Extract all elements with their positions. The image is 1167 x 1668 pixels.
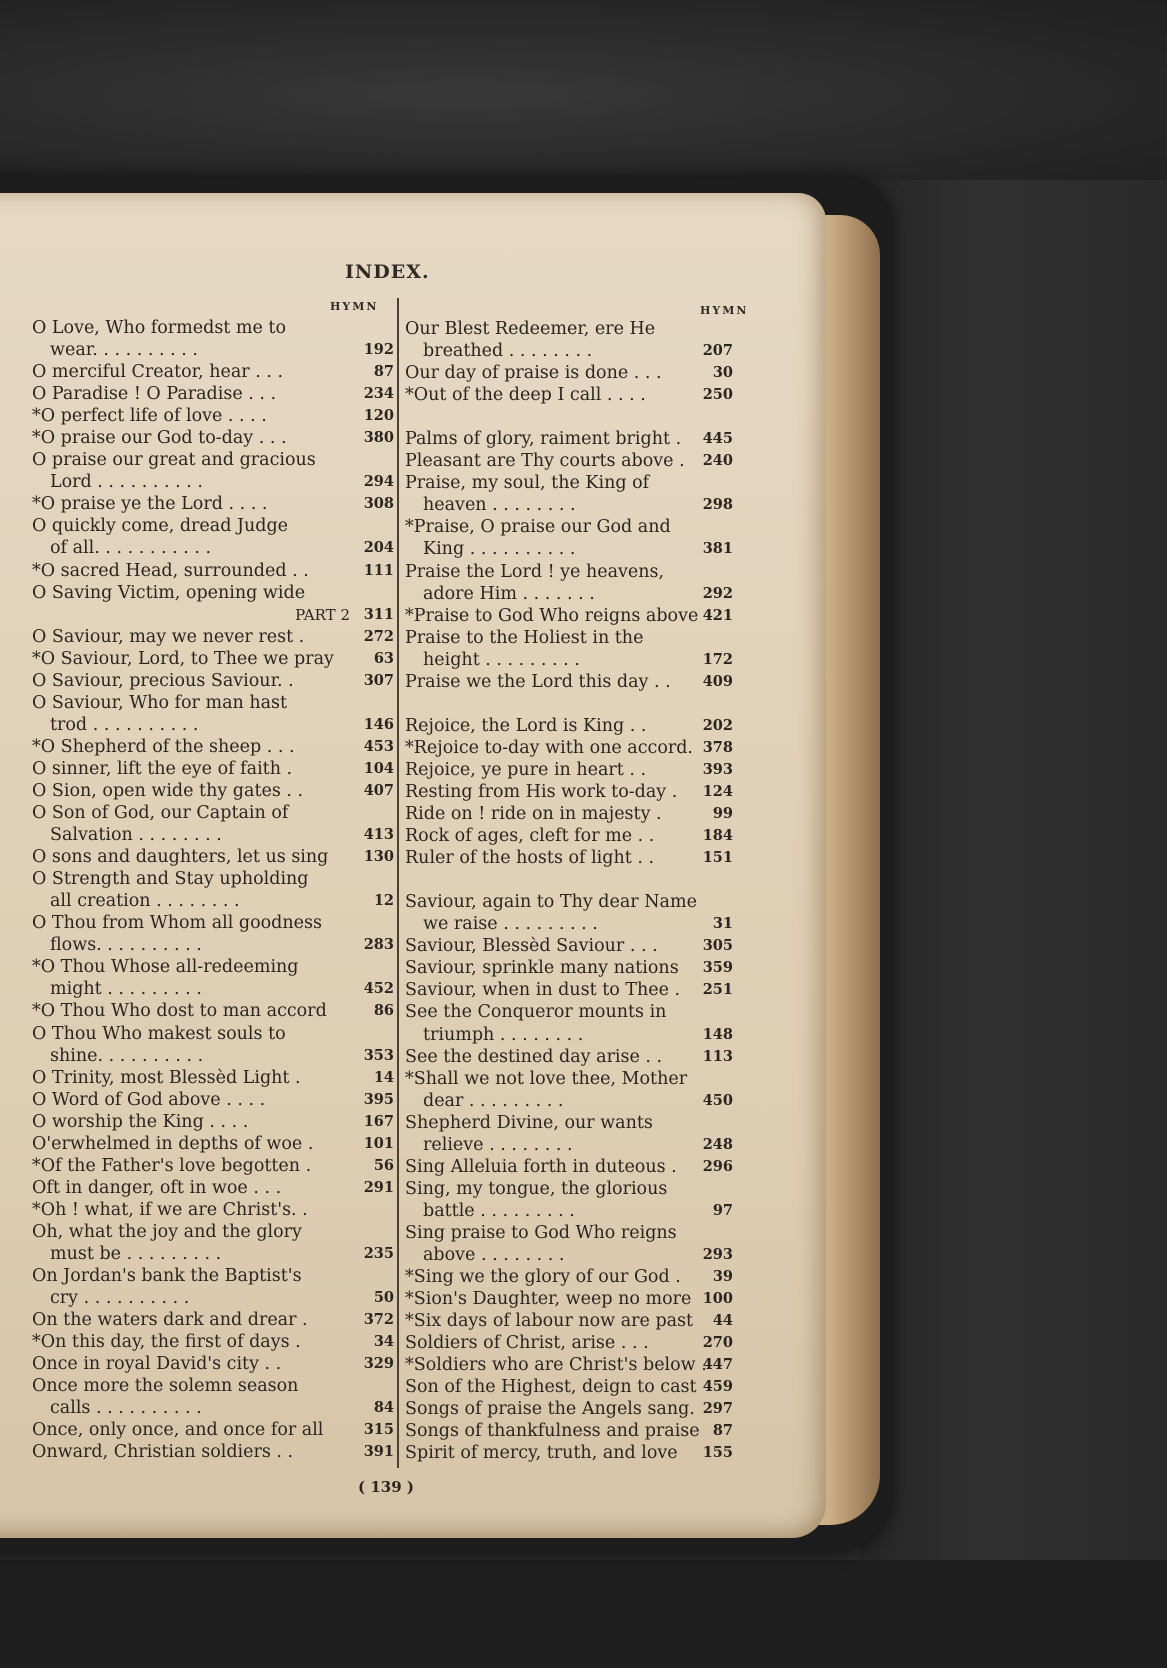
- index-entry: [32, 934, 392, 956]
- hymn-number: 14: [373, 1068, 394, 1086]
- column-divider: [397, 298, 399, 1468]
- index-entry: [32, 1419, 392, 1441]
- hymn-number: 311: [363, 605, 394, 623]
- hymn-title: *O praise ye the Lord . . . .: [32, 494, 268, 515]
- index-entry: [405, 318, 735, 340]
- hymn-title: O Trinity, most Blessèd Light .: [32, 1067, 301, 1088]
- index-entry: [32, 1089, 392, 1111]
- hymn-title: Sing praise to God Who reigns: [405, 1222, 677, 1243]
- index-entry: [32, 493, 392, 515]
- index-entry: [405, 1442, 735, 1464]
- hymn-number: 359: [702, 959, 733, 977]
- hymn-number: 248: [702, 1135, 733, 1153]
- index-entry: [32, 758, 392, 780]
- hymn-title: Once in royal David's city . .: [32, 1354, 282, 1375]
- index-entry: [32, 1067, 392, 1089]
- index-entry: [405, 1090, 735, 1112]
- hymn-title: O Saviour, may we never rest .: [32, 626, 305, 647]
- index-entry: [405, 1134, 735, 1156]
- background-right: [860, 180, 1167, 1668]
- index-entry: [405, 671, 735, 693]
- index-entry: [32, 648, 392, 670]
- hymn-number: 291: [363, 1178, 394, 1196]
- index-entry: [32, 824, 392, 846]
- index-entry: [405, 1310, 735, 1332]
- hymn-number: 34: [373, 1333, 394, 1351]
- hymn-number: 305: [702, 937, 733, 955]
- hymn-number: 450: [702, 1091, 733, 1109]
- hymn-title: Songs of praise the Angels sang.: [405, 1399, 695, 1420]
- hymn-number: 97: [712, 1201, 733, 1219]
- index-entry: [405, 649, 735, 671]
- hymn-title: height . . . . . . . . .: [423, 649, 580, 670]
- hymn-title: calls . . . . . . . . . .: [50, 1398, 202, 1419]
- hymn-title: Rock of ages, cleft for me . .: [405, 826, 655, 847]
- index-entry: [32, 427, 392, 449]
- hymn-title: Sing Alleluia forth in duteous .: [405, 1156, 677, 1177]
- hymn-title: Pleasant are Thy courts above .: [405, 451, 685, 472]
- hymn-title: Praise we the Lord this day . .: [405, 671, 671, 692]
- index-entry: [405, 538, 735, 560]
- hymn-title: Praise, my soul, the King of: [405, 473, 650, 494]
- hymn-title: *Shall we not love thee, Mother: [405, 1068, 688, 1089]
- index-entry: [405, 1420, 735, 1442]
- hymn-number: 308: [363, 495, 394, 513]
- hymn-number: 63: [373, 649, 394, 667]
- hymn-number: 50: [373, 1289, 394, 1307]
- hymn-title: *Praise to God Who reigns above: [405, 605, 699, 626]
- index-entry: [405, 362, 735, 384]
- hymn-title: heaven . . . . . . . .: [423, 495, 576, 516]
- hymn-title: O Sion, open wide thy gates . .: [32, 780, 304, 801]
- hymn-title: cry . . . . . . . . . .: [50, 1288, 190, 1309]
- index-entry: [405, 1332, 735, 1354]
- index-entry: [405, 1398, 735, 1420]
- index-entry: [405, 1354, 735, 1376]
- hymn-title: *Sing we the glory of our God .: [405, 1267, 681, 1288]
- hymn-title: Son of the Highest, deign to cast: [405, 1377, 697, 1398]
- index-entry: [405, 605, 735, 627]
- hymn-title: Once, only once, and once for all: [32, 1420, 324, 1441]
- page-number: ( 139 ): [358, 1478, 414, 1496]
- index-entry: [32, 405, 392, 427]
- hymn-title: of all. . . . . . . . . . .: [50, 538, 212, 559]
- index-entry: [405, 737, 735, 759]
- hymn-number: 39: [712, 1268, 733, 1286]
- hymn-title: O Strength and Stay upholding: [32, 869, 309, 890]
- hymn-title: See the destined day arise . .: [405, 1046, 663, 1067]
- index-entry: [405, 428, 735, 450]
- index-entry: [32, 471, 392, 493]
- hymn-title: *Sion's Daughter, weep no more: [405, 1289, 692, 1310]
- hymn-title: we raise . . . . . . . . .: [423, 914, 598, 935]
- hymn-number: 207: [702, 342, 733, 360]
- hymn-number: 380: [363, 429, 394, 447]
- index-entry: [32, 515, 392, 537]
- hymn-title: O Son of God, our Captain of: [32, 803, 289, 824]
- hymn-number: 395: [363, 1090, 394, 1108]
- index-section-gap: [405, 406, 735, 428]
- index-entry: [32, 1287, 392, 1309]
- hymn-title: wear. . . . . . . . . .: [50, 340, 198, 361]
- index-entry: [405, 913, 735, 935]
- index-entry: [405, 494, 735, 516]
- hymn-number: 270: [702, 1334, 733, 1352]
- index-entry: [405, 627, 735, 649]
- index-entry: [32, 1045, 392, 1067]
- index-entry: [32, 626, 392, 648]
- hymn-title: Our day of praise is done . . .: [405, 363, 662, 384]
- hymn-number: 272: [363, 627, 394, 645]
- index-entry: [405, 1200, 735, 1222]
- index-entry: [405, 979, 735, 1001]
- index-entry: [32, 868, 392, 890]
- hymn-number: 192: [363, 341, 394, 359]
- hymn-number: 240: [702, 452, 733, 470]
- hymn-number: 445: [702, 430, 733, 448]
- hymn-title: Sing, my tongue, the glorious: [405, 1178, 668, 1199]
- hymn-title: *Soldiers who are Christ's below .: [405, 1355, 707, 1376]
- index-entry: [32, 978, 392, 1000]
- hymn-number: 120: [363, 407, 394, 425]
- hymn-number: 124: [702, 782, 733, 800]
- hymn-title: Soldiers of Christ, arise . . .: [405, 1333, 649, 1354]
- hymn-title: Songs of thankfulness and praise: [405, 1421, 700, 1442]
- hymn-title: O merciful Creator, hear . . .: [32, 362, 284, 383]
- index-entry: [32, 582, 392, 604]
- hymn-number: 381: [702, 540, 733, 558]
- hymn-number: 329: [363, 1355, 394, 1373]
- hymn-number: 393: [702, 760, 733, 778]
- hymn-number: 391: [363, 1443, 394, 1461]
- index-entry: [32, 736, 392, 758]
- hymn-number: 413: [363, 826, 394, 844]
- hymn-title: On the waters dark and drear .: [32, 1310, 308, 1331]
- index-entry: [405, 957, 735, 979]
- index-entry: [405, 1001, 735, 1023]
- hymn-title: all creation . . . . . . . .: [50, 891, 240, 912]
- hymn-number: 44: [712, 1312, 733, 1330]
- index-entry: [405, 1266, 735, 1288]
- hymn-title: *Of the Father's love begotten .: [32, 1155, 312, 1176]
- hymn-title: Palms of glory, raiment bright .: [405, 429, 682, 450]
- hymn-title: *O Thou Who dost to man accord: [32, 1001, 327, 1022]
- hymn-title: O quickly come, dread Judge: [32, 516, 289, 537]
- index-entry: [32, 1199, 392, 1221]
- hymn-title: *Rejoice to-day with one accord.: [405, 737, 693, 758]
- hymn-number: 87: [712, 1422, 733, 1440]
- hymn-title: See the Conqueror mounts in: [405, 1002, 667, 1023]
- hymn-number: 235: [363, 1244, 394, 1262]
- hymn-number: 298: [702, 496, 733, 514]
- index-entry: [405, 450, 735, 472]
- index-entry: [32, 339, 392, 361]
- hymn-title: Salvation . . . . . . . .: [50, 825, 222, 846]
- hymn-title: O Paradise ! O Paradise . . .: [32, 384, 277, 405]
- hymn-title: dear . . . . . . . . .: [423, 1090, 564, 1111]
- hymn-title: Praise to the Holiest in the: [405, 627, 644, 648]
- index-entry: [32, 670, 392, 692]
- hymn-number: 234: [363, 385, 394, 403]
- index-entry: [405, 1112, 735, 1134]
- hymn-number: 104: [363, 759, 394, 777]
- index-entry: [405, 1046, 735, 1068]
- hymn-number: 111: [363, 561, 394, 579]
- index-entry: [32, 1177, 392, 1199]
- hymn-title: *O perfect life of love . . . .: [32, 406, 267, 427]
- hymn-title: trod . . . . . . . . . .: [50, 714, 199, 735]
- index-entry: [405, 825, 735, 847]
- hymn-number: 155: [702, 1444, 733, 1462]
- hymn-title: O Thou Who makest souls to: [32, 1023, 286, 1044]
- hymn-title: O Saviour, Who for man hast: [32, 692, 288, 713]
- hymn-number: 421: [702, 606, 733, 624]
- hymn-number: 296: [702, 1157, 733, 1175]
- index-entry: [32, 1441, 392, 1463]
- hymn-title: Once more the solemn season: [32, 1376, 299, 1397]
- hymn-title: O Saviour, precious Saviour. .: [32, 670, 294, 691]
- hymn-title: Saviour, Blessèd Saviour . . .: [405, 936, 658, 957]
- hymn-number: 307: [363, 671, 394, 689]
- index-entry: [32, 1221, 392, 1243]
- hymn-number: 148: [702, 1025, 733, 1043]
- index-entry: [32, 560, 392, 582]
- hymn-title: O Saving Victim, opening wide: [32, 582, 306, 603]
- index-entry: [405, 340, 735, 362]
- hymn-title: *On this day, the first of days .: [32, 1332, 301, 1353]
- hymn-title: Spirit of mercy, truth, and love: [405, 1443, 678, 1464]
- index-entry: [405, 935, 735, 957]
- hymn-title: Saviour, sprinkle many nations: [405, 958, 679, 979]
- hymn-number: 30: [712, 364, 733, 382]
- hymn-title: Lord . . . . . . . . . .: [50, 472, 203, 493]
- hymn-title: O Word of God above . . . .: [32, 1089, 266, 1110]
- hymn-title: Ride on ! ride on in majesty .: [405, 804, 662, 825]
- index-entry: [405, 781, 735, 803]
- hymn-title: *Oh ! what, if we are Christ's. .: [32, 1199, 308, 1220]
- hymn-number: 12: [373, 892, 394, 910]
- hymn-number: 250: [702, 386, 733, 404]
- hymn-number: 99: [712, 805, 733, 823]
- hymn-title: battle . . . . . . . . .: [423, 1200, 575, 1221]
- hymn-title: *O Shepherd of the sheep . . .: [32, 736, 295, 757]
- index-entry: [405, 516, 735, 538]
- hymn-title: Oft in danger, oft in woe . . .: [32, 1177, 282, 1198]
- page-title: INDEX.: [345, 261, 430, 283]
- hymn-title: Saviour, again to Thy dear Name: [405, 892, 697, 913]
- index-entry: [405, 1376, 735, 1398]
- index-entry: [405, 384, 735, 406]
- index-entry: [32, 692, 392, 714]
- hymn-title: *O Thou Whose all-redeeming: [32, 957, 299, 978]
- hymn-title: Ruler of the hosts of light . .: [405, 848, 655, 869]
- hymn-title: shine. . . . . . . . . .: [50, 1045, 204, 1066]
- index-entry: [405, 715, 735, 737]
- hymn-title: Rejoice, ye pure in heart . .: [405, 759, 647, 780]
- index-entry: [32, 1243, 392, 1265]
- hymn-number: 113: [702, 1047, 733, 1065]
- index-entry: [32, 890, 392, 912]
- hymn-title: must be . . . . . . . . .: [50, 1243, 222, 1264]
- hymn-title: above . . . . . . . .: [423, 1244, 565, 1265]
- hymn-number: 453: [363, 737, 394, 755]
- index-entry: [405, 1288, 735, 1310]
- background-bottom: [0, 1560, 1167, 1668]
- hymn-number: 283: [363, 936, 394, 954]
- index-entry: [32, 1353, 392, 1375]
- hymn-number: 172: [702, 650, 733, 668]
- index-entry: [405, 1024, 735, 1046]
- hymn-number: 447: [702, 1356, 733, 1374]
- index-entry: [32, 912, 392, 934]
- hymn-title: O worship the King . . . .: [32, 1111, 249, 1132]
- hymn-title: adore Him . . . . . . .: [423, 583, 595, 604]
- index-entry: [32, 1265, 392, 1287]
- hymn-number: 459: [702, 1378, 733, 1396]
- index-entry: [405, 759, 735, 781]
- column-heading-right: HYMN: [700, 304, 749, 317]
- index-entry: [405, 1244, 735, 1266]
- index-entry: [405, 1178, 735, 1200]
- hymn-number: 407: [363, 781, 394, 799]
- hymn-number: 372: [363, 1311, 394, 1329]
- index-entry: [32, 1397, 392, 1419]
- hymn-number: 297: [702, 1400, 733, 1418]
- hymn-number: 87: [373, 363, 394, 381]
- index-entry: [405, 583, 735, 605]
- hymn-title: O Thou from Whom all goodness: [32, 913, 322, 934]
- hymn-title: O sons and daughters, let us sing: [32, 847, 329, 868]
- index-entry: [405, 1068, 735, 1090]
- index-section-gap: [405, 693, 735, 715]
- index-entry: [405, 803, 735, 825]
- hymn-title: O'erwhelmed in depths of woe .: [32, 1133, 314, 1154]
- hymn-title: *Out of the deep I call . . . .: [405, 385, 646, 406]
- index-entry: [32, 846, 392, 868]
- index-entry: [32, 449, 392, 471]
- hymn-title: Praise the Lord ! ye heavens,: [405, 561, 665, 582]
- hymn-number: 293: [702, 1245, 733, 1263]
- column-heading-left: HYMN: [330, 300, 379, 313]
- hymn-number: 100: [702, 1290, 733, 1308]
- index-entry: [32, 361, 392, 383]
- hymn-number: 204: [363, 539, 394, 557]
- index-entry: [32, 1133, 392, 1155]
- hymn-title: relieve . . . . . . . .: [423, 1134, 573, 1155]
- index-entry: [32, 1331, 392, 1353]
- hymn-number: 31: [712, 915, 733, 933]
- hymn-number: 409: [702, 672, 733, 690]
- hymn-number: 353: [363, 1046, 394, 1064]
- index-entry: [32, 714, 392, 736]
- index-entry: [32, 1155, 392, 1177]
- hymn-title: Onward, Christian soldiers . .: [32, 1442, 294, 1463]
- hymn-title: On Jordan's bank the Baptist's: [32, 1266, 302, 1287]
- index-entry: [405, 561, 735, 583]
- hymn-number: 452: [363, 980, 394, 998]
- index-entry: [32, 802, 392, 824]
- hymn-title: *O sacred Head, surrounded . .: [32, 560, 309, 581]
- hymn-number: 184: [702, 827, 733, 845]
- hymn-number: 202: [702, 716, 733, 734]
- index-entry: [32, 1000, 392, 1022]
- hymn-title: triumph . . . . . . . .: [423, 1024, 584, 1045]
- index-column-left: [32, 317, 392, 1463]
- hymn-number: 294: [363, 473, 394, 491]
- index-entry: [405, 891, 735, 913]
- index-entry: [32, 956, 392, 978]
- hymn-number: 56: [373, 1156, 394, 1174]
- hymn-title: Shepherd Divine, our wants: [405, 1112, 653, 1133]
- hymn-number: 151: [702, 849, 733, 867]
- hymn-title: O praise our great and gracious: [32, 450, 316, 471]
- hymn-number: 130: [363, 848, 394, 866]
- index-entry: [405, 1222, 735, 1244]
- index-column-right: [405, 318, 735, 1464]
- hymn-title: *O praise our God to-day . . .: [32, 428, 287, 449]
- index-entry: [32, 537, 392, 559]
- hymn-number: 251: [702, 981, 733, 999]
- index-entry: [32, 1023, 392, 1045]
- hymn-title: might . . . . . . . . .: [50, 979, 202, 1000]
- hymn-title: *Praise, O praise our God and: [405, 517, 671, 538]
- index-entry: [32, 780, 392, 802]
- index-entry: [32, 1375, 392, 1397]
- hymn-title: Saviour, when in dust to Thee .: [405, 980, 681, 1001]
- index-entry: [32, 1111, 392, 1133]
- index-entry: [32, 1309, 392, 1331]
- part-label: PART 2: [295, 605, 350, 624]
- index-entry: [32, 317, 392, 339]
- hymn-title: O sinner, lift the eye of faith .: [32, 758, 293, 779]
- hymn-number: 292: [702, 584, 733, 602]
- hymn-number: 167: [363, 1112, 394, 1130]
- hymn-title: King . . . . . . . . . .: [423, 539, 576, 560]
- index-entry: [405, 472, 735, 494]
- hymn-number: 315: [363, 1421, 394, 1439]
- hymn-title: Oh, what the joy and the glory: [32, 1221, 302, 1242]
- hymn-title: *O Saviour, Lord, to Thee we pray: [32, 648, 334, 669]
- hymn-number: 146: [363, 715, 394, 733]
- index-entry: [405, 847, 735, 869]
- hymn-title: flows. . . . . . . . . .: [50, 935, 202, 956]
- hymn-title: breathed . . . . . . . .: [423, 341, 593, 362]
- hymn-title: Resting from His work to-day .: [405, 781, 678, 802]
- hymn-title: Our Blest Redeemer, ere He: [405, 319, 656, 339]
- hymn-title: Rejoice, the Lord is King . .: [405, 715, 647, 736]
- index-entry: [32, 604, 392, 626]
- hymn-title: *Six days of labour now are past: [405, 1311, 694, 1332]
- index-entry: [32, 383, 392, 405]
- hymn-number: 378: [702, 738, 733, 756]
- hymn-number: 86: [373, 1002, 394, 1020]
- index-entry: [405, 1156, 735, 1178]
- hymn-number: 101: [363, 1134, 394, 1152]
- background-top: [0, 0, 1167, 190]
- index-section-gap: [405, 869, 735, 891]
- hymn-number: 84: [373, 1399, 394, 1417]
- hymn-title: O Love, Who formedst me to: [32, 318, 286, 338]
